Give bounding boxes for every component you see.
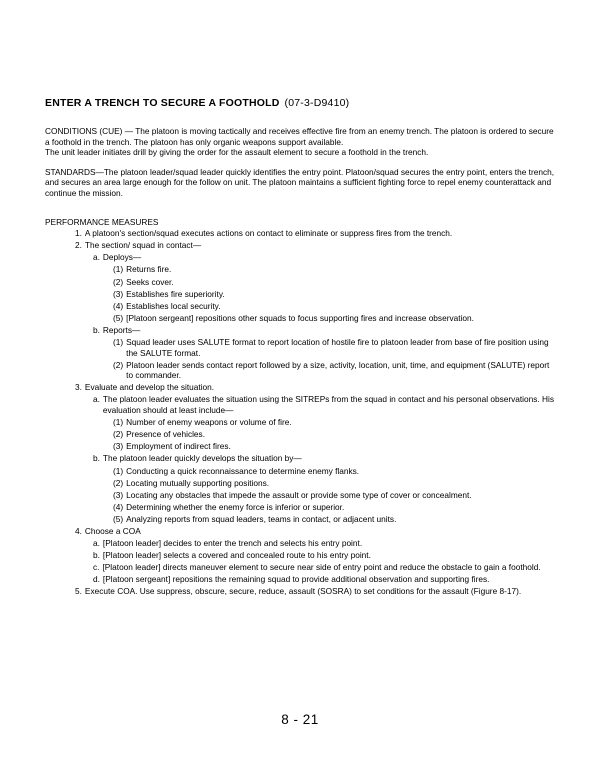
list-item-text: Squad leader uses SALUTE format to report location of hostile fire to platoon leader from base of fire position using the SALUTE format.	[126, 337, 549, 358]
list-item	[113, 277, 558, 288]
list-item-text: Determining whether the enemy force is inferior or superior.	[126, 501, 345, 512]
list-item	[93, 394, 558, 415]
list-item	[75, 228, 558, 239]
list-item-text: [Platoon sergeant] repositions other squads to focus supporting fires and increase observation.	[126, 312, 474, 323]
list-item	[75, 586, 558, 597]
list-item-text: Returns fire.	[126, 264, 172, 275]
list-item	[93, 550, 558, 561]
list-item-marker: (1)	[113, 264, 124, 275]
performance-measures-heading: PERFORMANCE MEASURES	[45, 216, 159, 227]
list-item	[93, 574, 558, 585]
list-item-marker: a.	[93, 538, 100, 549]
list-item-text: Number of enemy weapons or volume of fire.	[126, 417, 292, 428]
list-item-text: Employment of indirect fires.	[126, 441, 231, 452]
list-item-marker: (1)	[113, 417, 124, 428]
list-item-text: Establishes fire superiority.	[126, 288, 225, 299]
title-code: (07-3-D9410)	[284, 97, 350, 109]
list-item	[93, 453, 558, 464]
standards-paragraph: STANDARDS—The platoon leader/squad leader quickly identifies the entry point. Platoon/squad secures the entry point, enters the trench, and secures an area large enough for the follow on unit. The platoon maintains a sufficient fighting force to repel enemy counterattack and continue the mission.	[45, 166, 555, 198]
list-item	[113, 313, 558, 324]
list-item	[113, 514, 558, 525]
list-item	[113, 337, 558, 358]
list-item	[93, 538, 558, 549]
list-item-text: [Platoon leader] selects a covered and concealed route to his entry point.	[102, 550, 371, 561]
list-item	[75, 240, 558, 251]
list-item-text: [Platoon sergeant] repositions the remaining squad to provide additional observation and supporting fires.	[102, 574, 490, 585]
list-item-text: Seeks cover.	[126, 276, 174, 287]
list-item-marker: b.	[93, 324, 100, 335]
list-item-marker: (4)	[113, 300, 124, 311]
list-item-text: Conducting a quick reconnaissance to determine enemy flanks.	[126, 465, 360, 476]
page-number: 8 - 21	[281, 712, 319, 727]
list-item	[113, 502, 558, 513]
list-item	[93, 325, 558, 336]
list-item-marker: b.	[93, 550, 100, 561]
list-item-marker: c.	[93, 562, 100, 573]
list-item-marker: (2)	[113, 359, 124, 370]
list-item-marker: (3)	[113, 441, 124, 452]
list-item	[93, 252, 558, 263]
list-item	[75, 382, 558, 393]
list-item-marker: 1.	[75, 228, 82, 239]
title-text: ENTER A TRENCH TO SECURE A FOOTHOLD	[45, 97, 280, 109]
list-item	[113, 301, 558, 312]
list-item-text: A platoon's section/squad executes actions on contact to eliminate or suppress fires from the trench.	[84, 228, 453, 239]
list-item	[113, 264, 558, 275]
list-item	[113, 466, 558, 477]
list-item-text: Deploys—	[102, 252, 142, 263]
list-item	[113, 360, 558, 381]
list-item-marker: b.	[93, 453, 100, 464]
document-content	[45, 97, 558, 599]
list-item	[113, 417, 558, 428]
conditions-note: The unit leader initiates drill by giving the order for the assault element to secure a foothold in the trench.	[45, 147, 429, 158]
list-item-text: Locating mutually supporting positions.	[126, 477, 270, 488]
conditions-paragraph: CONDITIONS (CUE) — The platoon is moving tactically and receives effective fire from an enemy trench. The platoon is ordered to secure a foothold in the trench. The platoon has only organic weapons support available.	[45, 126, 554, 147]
list-item-marker: a.	[93, 394, 100, 405]
list-item-text: Presence of vehicles.	[126, 429, 206, 440]
list-item-marker: a.	[93, 252, 100, 263]
list-item-marker: (2)	[113, 477, 124, 488]
list-item-text: [Platoon leader] decides to enter the trench and selects his entry point.	[102, 538, 363, 549]
list-item-text: The platoon leader evaluates the situation using the SITREPs from the squad in contact and his personal observations. His evaluation should at least include—	[102, 394, 554, 416]
list-item-text: Evaluate and develop the situation.	[84, 382, 215, 393]
list-item-text: Reports—	[102, 324, 141, 335]
list-item-marker: (4)	[113, 501, 124, 512]
list-item	[113, 429, 558, 440]
list-item-text: Platoon leader sends contact report followed by a size, activity, location, unit, time, and equipment (SALUTE) report to commander.	[126, 359, 550, 381]
list-item-text: Analyzing reports from squad leaders, teams in contact, or adjacent units.	[126, 513, 397, 524]
list-item-text: The platoon leader quickly develops the situation by—	[102, 453, 302, 464]
list-item-marker: 3.	[75, 382, 82, 393]
performance-measures-list	[45, 228, 558, 597]
list-item	[113, 441, 558, 452]
list-item-marker: (3)	[113, 489, 124, 500]
list-item-marker: (2)	[113, 276, 124, 287]
list-item-marker: d.	[93, 574, 100, 585]
list-item-marker: (1)	[113, 337, 124, 347]
list-item-text: Establishes local security.	[126, 300, 221, 311]
list-item-marker: (1)	[113, 465, 124, 476]
list-item	[113, 478, 558, 489]
list-item-marker: (5)	[113, 312, 124, 323]
conditions-section	[45, 126, 558, 158]
list-item-marker: (3)	[113, 288, 124, 299]
list-item-text: Locating any obstacles that impede the assault or provide some type of cover or concealment.	[126, 489, 472, 500]
list-item	[75, 526, 558, 537]
list-item-marker: 2.	[75, 240, 82, 251]
list-item-marker: 4.	[75, 526, 82, 536]
page-title	[45, 97, 558, 109]
list-item	[113, 289, 558, 300]
list-item-marker: (5)	[113, 513, 124, 524]
list-item-marker: (2)	[113, 429, 124, 440]
list-item	[93, 562, 558, 573]
list-item	[113, 490, 558, 501]
list-item-text: Execute COA. Use suppress, obscure, secure, reduce, assault (SOSRA) to set conditions for the assault (Figure 8-17).	[84, 586, 522, 597]
list-item-text: [Platoon leader] directs maneuver element to secure near side of entry point and reduce the obstacle to gain a foothold.	[102, 562, 541, 573]
list-item-text: The section/ squad in contact—	[84, 240, 202, 251]
list-item-text: Choose a COA	[84, 526, 141, 536]
list-item-marker: 5.	[75, 586, 82, 597]
